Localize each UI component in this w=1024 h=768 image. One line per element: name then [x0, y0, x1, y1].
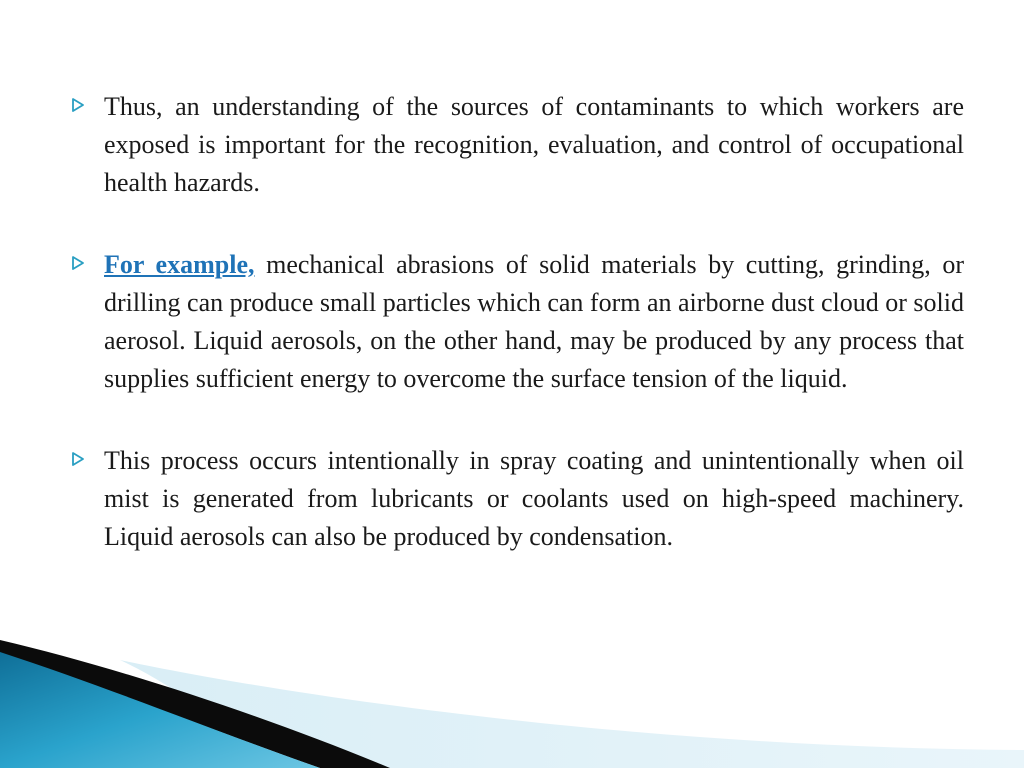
play-triangle-icon — [72, 256, 84, 270]
bullet-text: Thus, an understanding of the sources of contaminants to which workers are exposed is important for the recognition, evaluation, and control of occupational health hazards. — [104, 92, 964, 197]
bullet-text: This process occurs intentionally in spray coating and unintentionally when oil mist is generated from lubricants or coolants used on high-speed machinery. Liquid aerosols can also be produced by condensation. — [104, 446, 964, 551]
play-triangle-icon — [72, 98, 84, 112]
highlight-phrase: For example, — [104, 250, 255, 279]
bullet-text: mechanical abrasions of solid materials by cutting, grinding, or drilling can produce small particles which can form an airborne dust cloud or solid aerosol. Liquid aerosols, on the other hand, may be produced by any process that supplies sufficient energy to overcome the surface tension of the liquid. — [104, 250, 964, 393]
play-triangle-icon — [72, 452, 84, 466]
corner-wave-decoration — [0, 638, 1024, 768]
bullet-item-2 — [72, 246, 964, 398]
bullet-item-3 — [72, 442, 964, 556]
bullet-text-1 — [104, 88, 964, 202]
slide-content — [72, 88, 964, 556]
bullet-item-1 — [72, 88, 964, 202]
bullet-text-3 — [104, 442, 964, 556]
bullet-text-2 — [104, 246, 964, 398]
